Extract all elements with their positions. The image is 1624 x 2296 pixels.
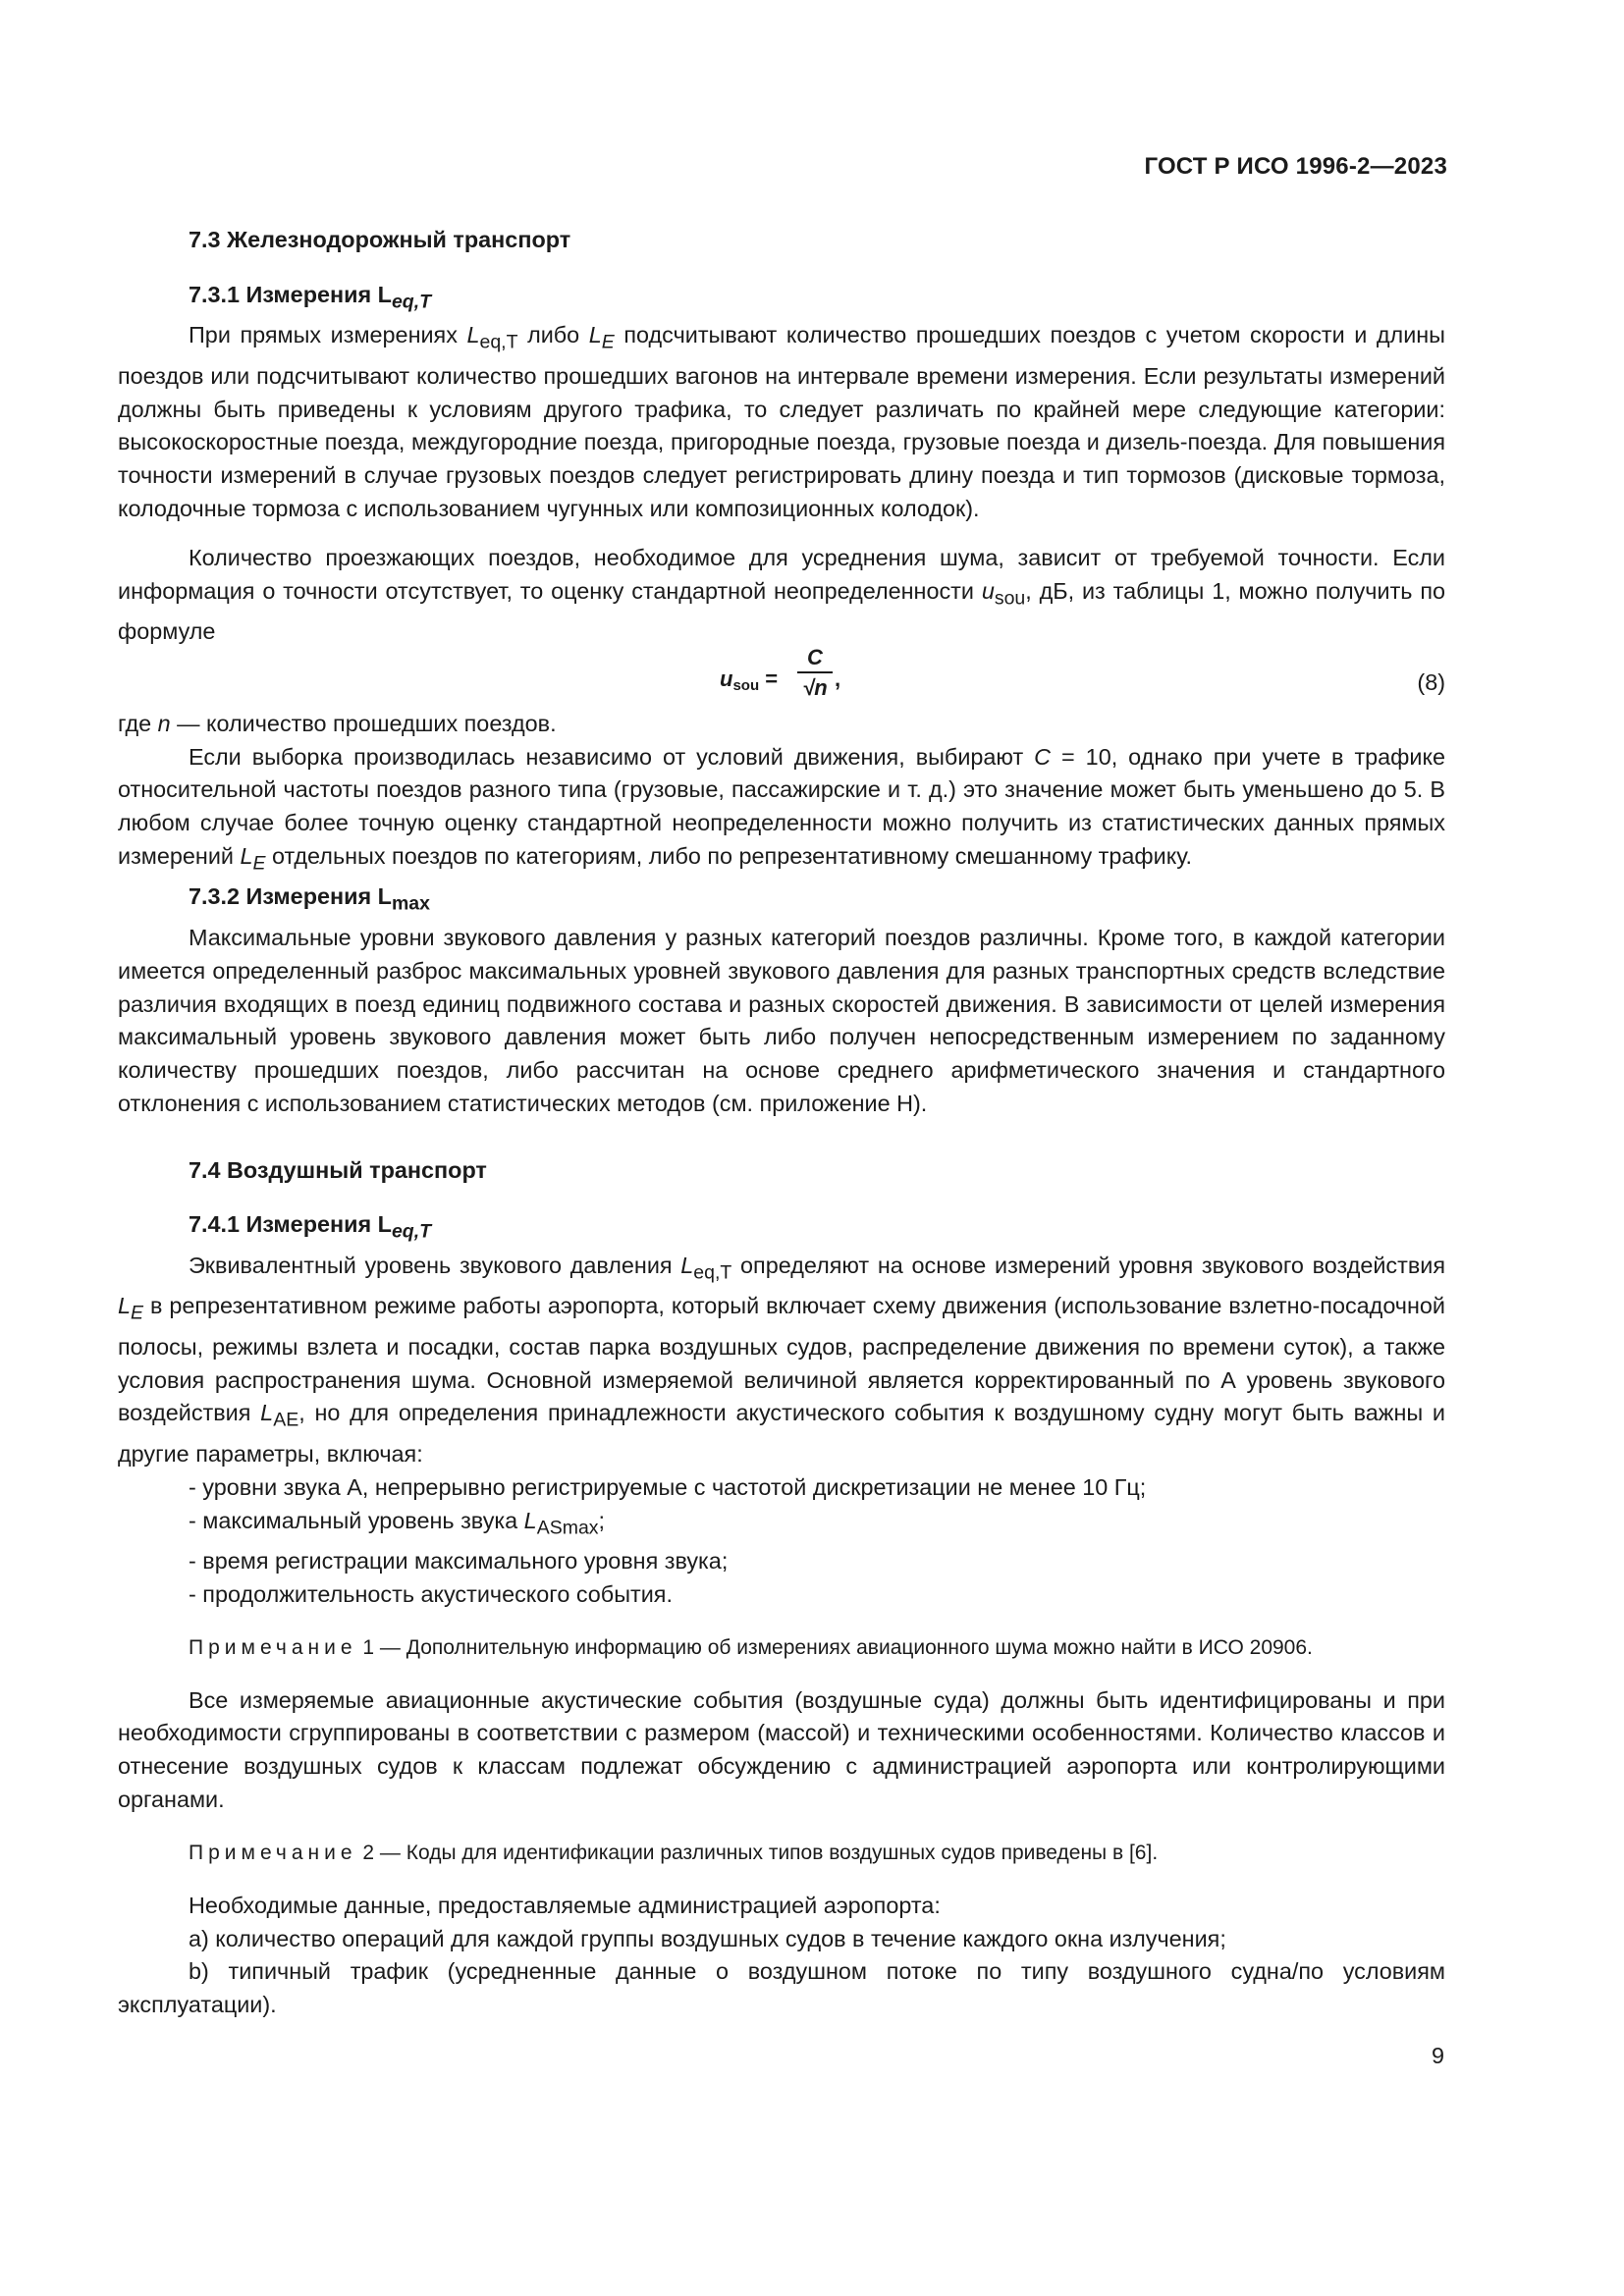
page-number: 9 bbox=[1431, 2043, 1444, 2068]
note-2: Примечание 2 — Коды для идентификации различных типов воздушных судов приведены в [6]. bbox=[189, 1841, 1159, 1864]
list-item: - максимальный уровень звука $L_{ASmax}$; bbox=[189, 1507, 606, 1539]
note-1: Примечание 1 — Дополнительную информацию об измерениях авиационного шума можно найти в ИСО 20906. bbox=[189, 1635, 1313, 1659]
paragraph-7-3-2-max-levels: Максимальные уровни звукового давления у разных категорий поездов различны. Кроме того, в каждой категории имеется определенный разброс максимальных уровней звукового давления для разных транспортных средств вследствие различия входящих в поезд единиц подвижного состава и разных скоростей движения. В зависимости от целей измерения максимальный уровень звукового давления может быть либо получен непосредственным измерением по заданному количеству прошедших поездов, либо рассчитан на основе среднего арифметического значения и стандартного отклонения с использованием статистических методов (см. приложение Н). bbox=[118, 924, 1445, 1116]
document-id-header: ГОСТ Р ИСО 1996-2—2023 bbox=[1144, 153, 1447, 180]
formula-comma: , bbox=[835, 666, 841, 691]
equation-number: (8) bbox=[1417, 668, 1445, 695]
parameters-list bbox=[189, 1471, 1445, 1612]
formula-lhs: $u_{sou}$ = bbox=[720, 666, 779, 694]
list-item: - время регистрации максимального уровня звука; bbox=[189, 1548, 729, 1575]
formula-explanation: где n — количество прошедших поездов. bbox=[118, 710, 557, 736]
section-title-7-4: 7.4 Воздушный транспорт bbox=[189, 1156, 487, 1183]
paragraph-7-4-1-equivalent-level: Эквивалентный уровень звукового давления $L_{eq,T}$ определяют на основе измерений уровня звукового воздействия $L_E$ в репрезентативном режиме работы аэропорта, который включает схему движения (использование взлетно-посадочной полосы, режимы взлета и посадки, состав парка воздушных судов, распределение движения по времени суток), а также условия распространения шума. Основной измеряемой величиной является корректированный по А уровень звукового воздействия $L_{AE}$, но для определения принадлежности акустического события к воздушному судну могут быть важны и другие параметры, включая: bbox=[118, 1252, 1445, 1467]
paragraph-required-data: Необходимые данные, предоставляемые администрацией аэропорта: bbox=[189, 1892, 941, 1918]
subsection-title-7-3-2: 7.3.2 Измерения $L_{max}$ bbox=[189, 883, 430, 916]
paragraph-7-3-1-sampling: Если выборка производилась независимо от условий движения, выбирают C = 10, однако при учете в трафике относительной частоты поездов разного типа (грузовые, пассажирские и т. д.) это значение может быть уменьшено до 5. В любом случае более точную оценку стандартной неопределенности можно получить из статистических данных прямых измерений $L_E$ отдельных поездов по категориям, либо по репрезентативному смешанному трафику. bbox=[118, 743, 1445, 875]
list-item: - продолжительность акустического события. bbox=[189, 1580, 673, 1607]
paragraph-7-3-1-direct-measurements: При прямых измерениях $L_{eq,T}$ либо $L_E$ подсчитывают количество прошедших поездов с учетом скорости и длины поездов или подсчитывают количество прошедших вагонов на интервале времени измерения. Если результаты измерений должны быть приведены к условиям другого трафика, то следует различать по крайней мере следующие категории: высокоскоростные поезда, междугородние поезда, пригородные поезда, грузовые поезда и дизель-поезда. Для повышения точности измерений в случае грузовых поездов следует регистрировать длину поезда и тип тормозов (дисковые тормоза, колодочные тормоза с использованием чугунных или композиционных колодок). bbox=[118, 322, 1445, 521]
list-item-b: b) типичный трафик (усредненные данные о воздушном потоке по типу воздушного судна/по условиям эксплуатации). bbox=[118, 1958, 1445, 2018]
section-title-7-3: 7.3 Железнодорожный транспорт bbox=[189, 227, 571, 252]
list-item: - уровни звука А, непрерывно регистрируемые с частотой дискретизации не менее 10 Гц; bbox=[189, 1473, 1147, 1500]
formula-8-row bbox=[118, 644, 1445, 708]
subsection-title-7-4-1: 7.4.1 Измерения $L_{eq,T}$ bbox=[189, 1211, 432, 1244]
list-item-a: a) количество операций для каждой группы воздушных судов в течение каждого окна излучения; bbox=[189, 1925, 1226, 1951]
formula-fraction bbox=[797, 645, 833, 701]
formula-numerator: C bbox=[807, 644, 823, 669]
paragraph-7-3-1-train-count: Количество проезжающих поездов, необходимое для усреднения шума, зависит от требуемой точности. Если информация о точности отсутствует, то оценку стандартной неопределенности $u_{sou}$, дБ, из таблицы 1, можно получить по формуле bbox=[118, 544, 1445, 644]
page-content bbox=[118, 224, 1445, 2022]
paragraph-7-4-1-events: Все измеряемые авиационные акустические события (воздушные суда) должны быть идентифицированы и при необходимости сгруппированы в соответствии с размером (массой) и техническими особенностями. Количество классов и отнесение воздушных судов к классам подлежат обсуждению с администрацией аэропорта или контролирующими органами. bbox=[118, 1686, 1445, 1812]
fraction-bar bbox=[797, 671, 833, 673]
subsection-title-7-3-1: 7.3.1 Измерения $L_{eq,T}$ bbox=[189, 281, 432, 313]
formula-denominator: √n bbox=[802, 674, 828, 700]
